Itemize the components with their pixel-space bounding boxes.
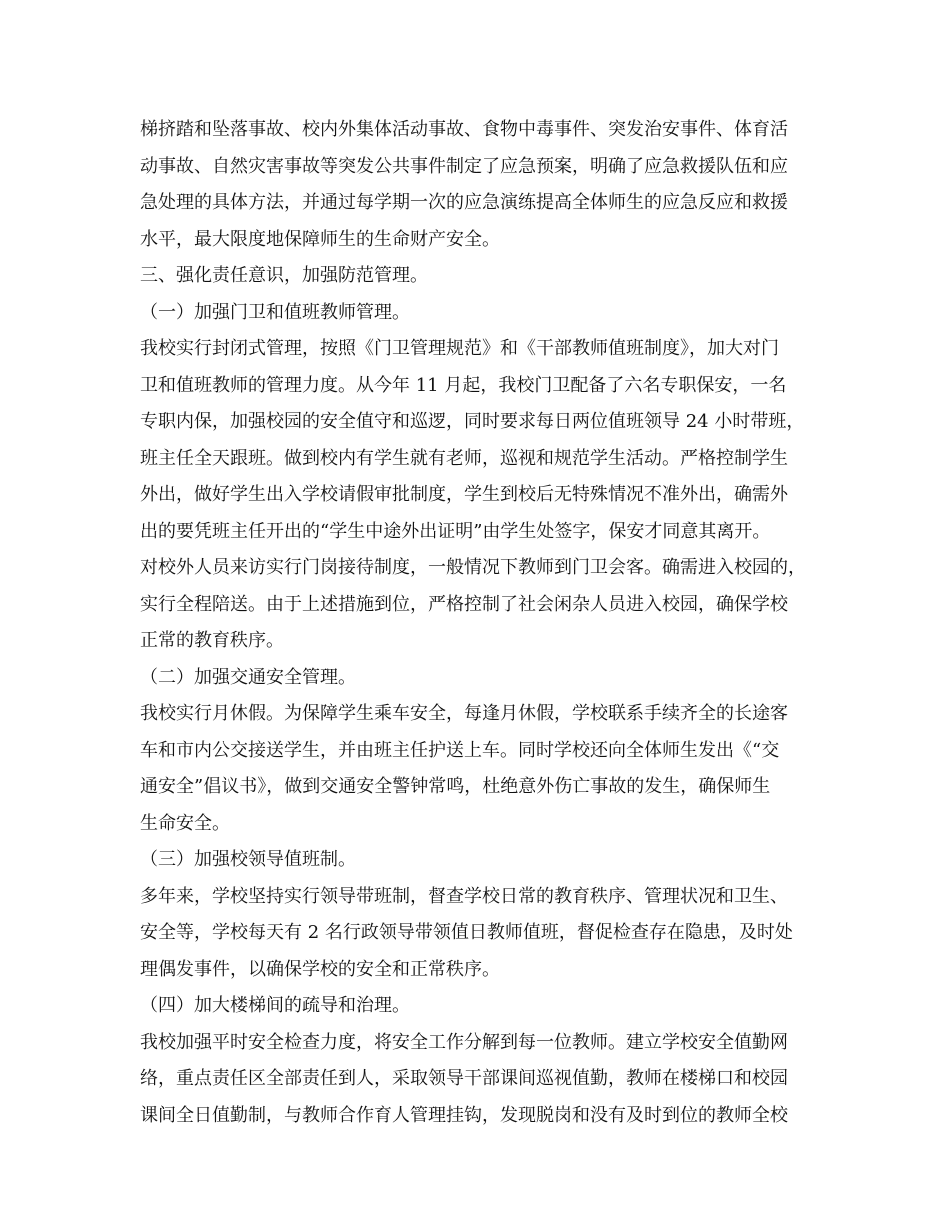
body-text-line: 车和市内公交接送学生，并由班主任护送上车。同时学校还向全体师生发出《“交	[140, 739, 780, 761]
body-text-line: 外出，做好学生出入学校请假审批制度，学生到校后无特殊情况不准外出，确需外	[140, 484, 788, 505]
body-text-line: 正常的教育秩序。	[140, 630, 284, 651]
body-text-line: 动事故、自然灾害事故等突发公共事件制定了应急预案，明确了应急救援队伍和应	[140, 155, 788, 177]
section-heading: 三、强化责任意识，加强防范管理。	[140, 265, 428, 286]
body-text-line: 梯挤踏和坠落事故、校内外集体活动事故、食物中毒事件、突发治安事件、体育活	[140, 119, 788, 140]
body-text-line: 安全等，学校每天有 2 名行政领导带领值日教师值班，督促检查存在隐患，及时处	[140, 922, 793, 943]
body-text-line: 我校加强平时安全检查力度，将安全工作分解到每一位教师。建立学校安全值勤网	[140, 1031, 788, 1053]
body-text-line: 课间全日值勤制，与教师合作育人管理挂钩，发现脱岗和没有及时到位的教师全校	[140, 1104, 788, 1126]
body-text-line: 通安全”倡议书》，做到交通安全警钟常鸣，杜绝意外伤亡事故的发生，确保师生	[140, 776, 771, 797]
body-text-line: 我校实行封闭式管理，按照《门卫管理规范》和《干部教师值班制度》，加大对门	[140, 338, 779, 359]
subsection-heading: （二）加强交通安全管理。	[140, 666, 356, 688]
body-text-line: 我校实行月休假。为保障学生乘车安全，每逢月休假，学校联系手续齐全的长途客	[140, 703, 788, 724]
body-text-line: 卫和值班教师的管理力度。从今年 11 月起，我校门卫配备了六名专职保安，一名	[140, 374, 787, 396]
body-text-line: 班主任全天跟班。做到校内有学生就有老师，巡视和规范学生活动。严格控制学生	[140, 447, 788, 469]
body-text-line: 络，重点责任区全部责任到人，采取领导干部课间巡视值勤，教师在楼梯口和校园	[140, 1068, 788, 1089]
body-text-line: 出的要凭班主任开出的“学生中途外出证明”由学生处签字，保安才同意其离开。	[140, 520, 771, 542]
subsection-heading: （四）加大楼梯间的疏导和治理。	[140, 995, 410, 1016]
body-text-line: 理偶发事件，以确保学校的安全和正常秩序。	[140, 958, 500, 980]
subsection-heading: （三）加强校领导值班制。	[140, 849, 356, 870]
body-text-line: 专职内保，加强校园的安全值守和巡逻，同时要求每日两位值班领导 24 小时带班，	[140, 411, 805, 432]
body-text-line: 对校外人员来访实行门岗接待制度，一般情况下教师到门卫会客。确需进入校园的，	[140, 557, 806, 578]
body-text-line: 水平，最大限度地保障师生的生命财产安全。	[140, 228, 500, 250]
subsection-heading: （一）加强门卫和值班教师管理。	[140, 301, 410, 323]
body-text-line: 多年来，学校坚持实行领导带班制，督查学校日常的教育秩序、管理状况和卫生、	[140, 885, 788, 907]
body-text-line: 实行全程陪送。由于上述措施到位，严格控制了社会闲杂人员进入校园，确保学校	[140, 593, 788, 615]
body-text-line: 急处理的具体方法，并通过每学期一次的应急演练提高全体师生的应急反应和救援	[140, 192, 788, 213]
document-body	[140, 112, 812, 1134]
body-text-line: 生命安全。	[140, 812, 230, 834]
